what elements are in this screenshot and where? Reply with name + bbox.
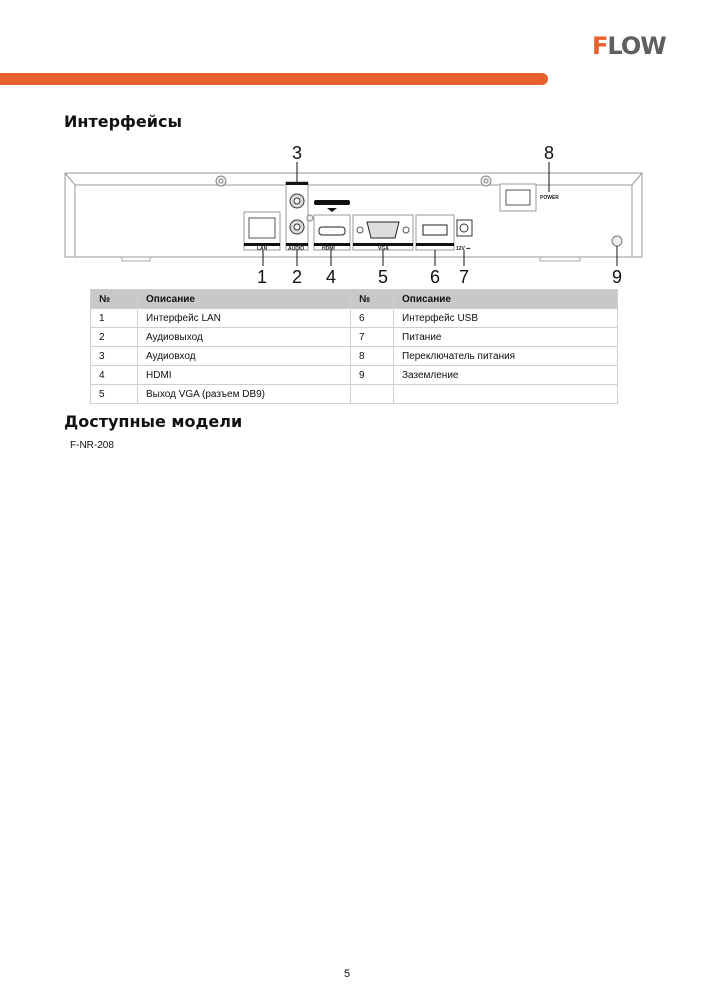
header-number: № xyxy=(351,290,394,309)
section-title-interfaces: Интерфейсы xyxy=(64,112,182,131)
cell xyxy=(394,385,618,404)
cell: 4 xyxy=(91,366,138,385)
dc-power-jack-icon xyxy=(456,220,472,252)
cell: Аудиовыход xyxy=(138,328,351,347)
ground-terminal-icon xyxy=(612,236,622,246)
hdmi-port-icon xyxy=(314,200,350,252)
cell: 7 xyxy=(351,328,394,347)
callout-2: 2 xyxy=(292,267,303,287)
cell: Выход VGA (разъем DB9) xyxy=(138,385,351,404)
cell: 3 xyxy=(91,347,138,366)
table-row xyxy=(91,366,618,385)
table-header-row xyxy=(91,290,618,309)
vga-label: VGA xyxy=(378,246,389,252)
lan-label: LAN xyxy=(257,246,268,252)
cell: 1 xyxy=(91,309,138,328)
screw-icon xyxy=(216,176,226,186)
cell: Заземление xyxy=(394,366,618,385)
callout-9: 9 xyxy=(612,267,623,287)
interfaces-table xyxy=(90,289,618,404)
cell: Интерфейс USB xyxy=(394,309,618,328)
cell: 6 xyxy=(351,309,394,328)
callout-6: 6 xyxy=(430,267,441,287)
lan-port-icon xyxy=(244,212,280,252)
power-label: POWER xyxy=(540,195,559,201)
flow-logo: FLOW xyxy=(592,32,666,60)
cell: 5 xyxy=(91,385,138,404)
usb-port-icon xyxy=(416,215,454,250)
callout-1: 1 xyxy=(257,267,268,287)
header-number: № xyxy=(91,290,138,309)
audio-label: AUDIO xyxy=(288,246,305,252)
device-rear-panel-diagram xyxy=(60,140,650,290)
header-description: Описание xyxy=(138,290,351,309)
table-row xyxy=(91,309,618,328)
header-accent-bar xyxy=(0,73,548,85)
screw-icon xyxy=(481,176,491,186)
vga-port-icon xyxy=(353,215,413,252)
callout-7: 7 xyxy=(459,267,470,287)
cell: Переключатель питания xyxy=(394,347,618,366)
cell: HDMI xyxy=(138,366,351,385)
table-row xyxy=(91,385,618,404)
page-number: 5 xyxy=(344,968,351,980)
hdmi-label: HDMI xyxy=(322,246,335,252)
model-name: F-NR-208 xyxy=(70,440,114,451)
table-row xyxy=(91,347,618,366)
callout-8: 8 xyxy=(544,143,555,163)
power-in-label: 12V ⎓ xyxy=(456,246,471,252)
cell: 8 xyxy=(351,347,394,366)
header-description: Описание xyxy=(394,290,618,309)
section-title-models: Доступные модели xyxy=(64,412,243,431)
cell: Питание xyxy=(394,328,618,347)
cell: Интерфейс LAN xyxy=(138,309,351,328)
power-switch-icon xyxy=(500,184,559,211)
cell: 9 xyxy=(351,366,394,385)
table-row xyxy=(91,328,618,347)
audio-ports-icon xyxy=(286,182,308,252)
callout-5: 5 xyxy=(378,267,389,287)
callout-3: 3 xyxy=(292,143,303,163)
callout-4: 4 xyxy=(326,267,337,287)
cell: 2 xyxy=(91,328,138,347)
cell xyxy=(351,385,394,404)
ground-screw-icon xyxy=(307,215,313,221)
cell: Аудиовход xyxy=(138,347,351,366)
